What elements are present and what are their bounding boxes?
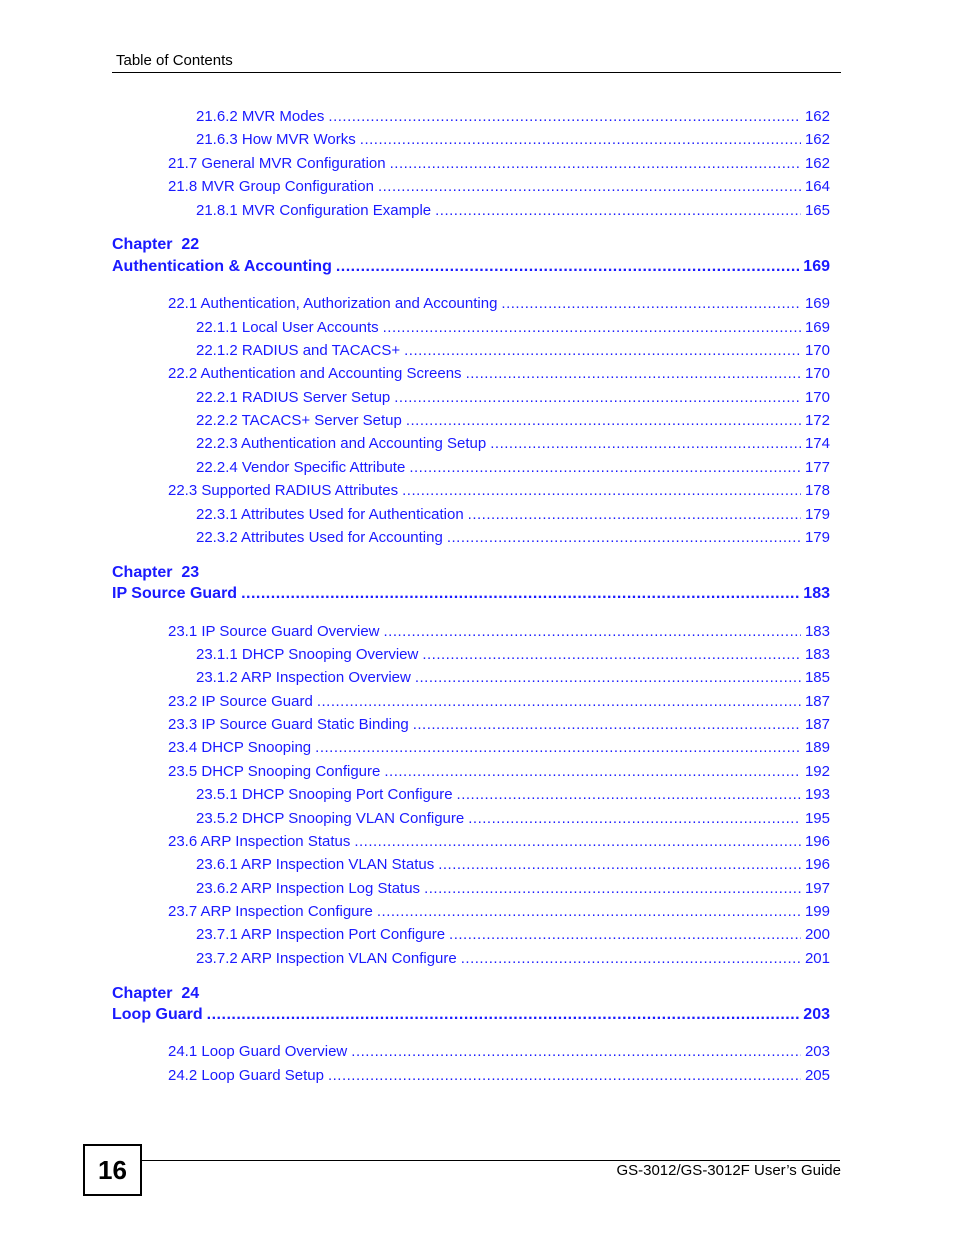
toc-entry-title: 23.7 ARP Inspection Configure [168,903,373,920]
toc-page-number: 179 [804,529,830,546]
chapter-number: Chapter 23 [112,564,200,581]
dot-leader [461,950,801,968]
toc-chapter-link[interactable] [112,585,830,603]
toc-page-number: 169 [803,258,830,275]
dot-leader [435,202,801,220]
toc-page-number: 203 [803,1006,830,1023]
toc-entry-title: 22.2 Authentication and Accounting Screens [168,365,462,382]
toc-entry-title: 23.5.1 DHCP Snooping Port Configure [196,786,453,803]
toc-entry-title: 23.4 DHCP Snooping [168,739,312,756]
toc-entry-title: 24.1 Loop Guard Overview [168,1043,348,1060]
toc-page-number: 187 [804,716,830,733]
dot-leader [241,585,799,603]
toc-entry-title: 23.7.2 ARP Inspection VLAN Configure [196,950,457,967]
toc-entry-link[interactable] [196,669,830,687]
toc-entry-title: 22.3.2 Attributes Used for Accounting [196,529,443,546]
toc-page-number: 193 [804,786,830,803]
running-header: Table of Contents [116,52,233,69]
chapter-number: Chapter 24 [112,985,200,1002]
toc-entry-title: 23.6 ARP Inspection Status [168,833,351,850]
toc-entry-link[interactable] [196,389,830,407]
toc-entry-link[interactable] [196,435,830,453]
toc-entry-link[interactable] [168,155,830,173]
toc-entry-link[interactable] [196,108,830,126]
toc-entry-title: 22.3 Supported RADIUS Attributes [168,482,399,499]
toc-entry-link[interactable] [168,833,830,851]
toc-chapter-link[interactable] [112,1006,830,1024]
toc-entry-link[interactable] [168,739,830,757]
toc-entry-link[interactable] [168,365,830,383]
toc-entry-link[interactable] [196,856,830,874]
toc-entry-link[interactable] [196,646,830,664]
toc-page-number: 170 [804,342,830,359]
toc-entry-title: 21.6.3 How MVR Works [196,131,356,148]
dot-leader [336,258,799,276]
toc-page-number: 178 [804,482,830,499]
chapter-number: Chapter 22 [112,236,200,253]
toc-page-number: 162 [804,155,830,172]
toc-entry-title: 21.8 MVR Group Configuration [168,178,374,195]
dot-leader [384,623,801,641]
toc-entry-title: 23.6.2 ARP Inspection Log Status [196,880,421,897]
toc-entry-link[interactable] [168,716,830,734]
toc-page-number: 170 [804,365,830,382]
toc-entry-title: 22.3.1 Attributes Used for Authentication [196,506,464,523]
toc-entry-link[interactable] [168,1043,830,1061]
page-number: 16 [83,1144,142,1196]
dot-leader [468,506,801,524]
dot-leader [406,412,801,430]
toc-page-number: 200 [804,926,830,943]
toc-entry-link[interactable] [168,482,830,500]
toc-entry-link[interactable] [196,131,830,149]
toc-entry-title: 22.1 Authentication, Authorization and Accounting [168,295,498,312]
dot-leader [328,1067,801,1085]
dot-leader [354,833,801,851]
dot-leader [360,131,801,149]
toc-entry-title: 23.1.2 ARP Inspection Overview [196,669,411,686]
dot-leader [383,319,801,337]
toc-entry-title: 21.6.2 MVR Modes [196,108,325,125]
dot-leader [394,389,801,407]
dot-leader [351,1043,801,1061]
toc-chapter-title: Loop Guard [112,1006,203,1023]
toc-entry-link[interactable] [168,763,830,781]
toc-page-number: 195 [804,810,830,827]
toc-entry-link[interactable] [196,319,830,337]
toc-page-number: 196 [804,856,830,873]
toc-page-number: 165 [804,202,830,219]
toc-entry-link[interactable] [168,903,830,921]
toc-entry-title: 23.5.2 DHCP Snooping VLAN Configure [196,810,465,827]
toc-entry-link[interactable] [196,880,830,898]
toc-entry-link[interactable] [196,342,830,360]
toc-entry-link[interactable] [196,786,830,804]
toc-entry-title: 22.2.1 RADIUS Server Setup [196,389,391,406]
toc-page-number: 169 [804,295,830,312]
toc-entry-link[interactable] [168,1067,830,1085]
toc-page-number: 183 [804,623,830,640]
toc-page-number: 172 [804,412,830,429]
toc-entry-link[interactable] [168,295,830,313]
toc-entry-link[interactable] [196,459,830,477]
dot-leader [317,693,801,711]
dot-leader [207,1006,800,1024]
toc-entry-title: 23.2 IP Source Guard [168,693,313,710]
toc-page-number: 192 [804,763,830,780]
toc-page-number: 185 [804,669,830,686]
guide-title: GS-3012/GS-3012F User’s Guide [616,1162,841,1179]
toc-entry-title: 24.2 Loop Guard Setup [168,1067,324,1084]
toc-chapter-link[interactable] [112,258,830,276]
dot-leader [384,763,801,781]
dot-leader [402,482,801,500]
toc-entry-link[interactable] [196,529,830,547]
toc-page-number: 174 [804,435,830,452]
dot-leader [468,810,801,828]
toc-page-number: 179 [804,506,830,523]
toc-entry-title: 21.8.1 MVR Configuration Example [196,202,432,219]
toc-entry-link[interactable] [196,506,830,524]
dot-leader [466,365,801,383]
toc-entry-title: 22.2.2 TACACS+ Server Setup [196,412,402,429]
toc-entry-title: 23.1 IP Source Guard Overview [168,623,380,640]
toc-entry-link[interactable] [168,623,830,641]
dot-leader [409,459,801,477]
footer-divider [140,1160,840,1161]
dot-leader [378,178,801,196]
toc-page-number: 177 [804,459,830,476]
toc-entry-link[interactable] [196,412,830,430]
toc-entry-title: 23.3 IP Source Guard Static Binding [168,716,409,733]
toc-page-number: 170 [804,389,830,406]
toc-entry-title: 23.1.1 DHCP Snooping Overview [196,646,419,663]
dot-leader [377,903,801,921]
toc-entry-title: 23.7.1 ARP Inspection Port Configure [196,926,446,943]
toc-page-number: 169 [804,319,830,336]
dot-leader [501,295,801,313]
toc-entry-link[interactable] [196,810,830,828]
toc-page-number: 164 [804,178,830,195]
dot-leader [424,880,801,898]
dot-leader [315,739,801,757]
toc-entry-title: 22.2.4 Vendor Specific Attribute [196,459,406,476]
toc-page-number: 203 [804,1043,830,1060]
toc-entry-title: 22.2.3 Authentication and Accounting Setup [196,435,487,452]
dot-leader [449,926,801,944]
toc-entry-link[interactable] [168,178,830,196]
toc-page-number: 205 [804,1067,830,1084]
toc-entry-link[interactable] [196,926,830,944]
toc-page-number: 199 [804,903,830,920]
dot-leader [490,435,801,453]
dot-leader [328,108,801,126]
toc-entry-title: 21.7 General MVR Configuration [168,155,386,172]
toc-chapter-title: Authentication & Accounting [112,258,332,275]
dot-leader [413,716,801,734]
toc-entry-title: 22.1.2 RADIUS and TACACS+ [196,342,401,359]
toc-entry-title: 22.1.1 Local User Accounts [196,319,379,336]
dot-leader [422,646,801,664]
toc-entry-link[interactable] [196,950,830,968]
dot-leader [438,856,801,874]
dot-leader [390,155,801,173]
dot-leader [447,529,801,547]
toc-entry-link[interactable] [168,693,830,711]
toc-entry-title: 23.5 DHCP Snooping Configure [168,763,381,780]
toc-page-number: 183 [803,585,830,602]
dot-leader [415,669,801,687]
toc-chapter-title: IP Source Guard [112,585,238,602]
toc-page-number: 189 [804,739,830,756]
dot-leader [404,342,801,360]
toc-page-number: 196 [804,833,830,850]
toc-page-number: 162 [804,108,830,125]
toc-page-number: 201 [804,950,830,967]
toc-page-number: 197 [804,880,830,897]
toc-page-number: 187 [804,693,830,710]
toc-entry-link[interactable] [196,202,830,220]
dot-leader [457,786,801,804]
toc-page-number: 162 [804,131,830,148]
toc-entry-title: 23.6.1 ARP Inspection VLAN Status [196,856,435,873]
toc-page-number: 183 [804,646,830,663]
